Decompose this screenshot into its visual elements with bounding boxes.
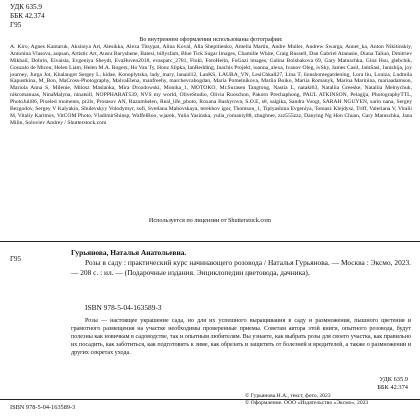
catalog-card [71, 248, 411, 279]
udk-code: УДК 635.9 [10, 3, 43, 11]
catalog-isbn: ISBN 978-5-04-163589-3 [85, 303, 162, 312]
bottom-isbn: ISBN 978-5-04-163589-3 [10, 404, 76, 411]
bottom-udk: УДК 635.9 [379, 376, 408, 383]
bottom-codes [377, 376, 408, 391]
photo-credits-heading: Во внутреннем оформлении использованы фотографии: [139, 37, 283, 43]
bbk-code: ББК 42.374 [10, 12, 45, 20]
catalog-description: Розы в саду : практический курс начинающего розовода / Наталья Гурьянова. — Москва : Эксмо, 2023. — 208 с. : ил. — (Подарочные издания. Энциклопедии цветовода, дачника). [71, 258, 411, 278]
catalog-code: Г95 [10, 255, 22, 263]
photo-credits-list: A. Kiro, Agnes Kantaruk, Aksiniya Art, Alesikka, Alexa Titsypat, Alina Koval, Alla Shepitienko, Amelia Martin, Andre Muller, Andrew Swarga, Annet_ka, Anton Nikitinskiy, Antonina Vlasova, aopsan, Artistic Art, Ausra Baryshene, Batesi, billysfam, Blue Tick Sugar Images, Chamille White, Craig Russell, Dan Gabriel Atanasie, Diana Taliun, Dmitriev Mikhail, Dobrin, Eivaisla, Evgeniya Sheydt, EvaHuven2018, evasparc_2781, Floki, FotoHelin, FuGazi images, Galina Bolshakova 69, Gary Matuschka, Gina Hsu, glebchik, Gonzalo de Miceu, Helen Liam, Helen M.A. Rogers, Ho Van Ty, Honz Slipka, IanRedding, Inachis Projekt, ioanna_alexa, Ivanov Oleg, ivSky, James Casil, JamSasi, Janishija, joy journey, Jurga Jot, Khalangot Sergey L, kidae, Konoplytska, lady_mary, lanaid12, LanKS, LAURA_VN, LesiChkall27, Lina T, lionshomegardening, Lora liu, Louiza, Ludmila Kapustkina, M_Bon, MaCross-Photography, MalvaElena, manfreehy, marchevcabogdan, Maria Pomelnikova, Mariia Boiko, Mariia Romanyk, Marina Marinina, mariaadamson, Mariola Anna S, Milenie, Milosz Maslanka, Mira Drozdowski, Monika_1, MOTOKO, Mr.Surasen Tangtong, Nastia L, natakl63, Nataliia Greeske, Nataliia Melnychuk, nikromanuas, NinaMalyna, ninatsill, NOPPHARAT539, NVS my world, OliveStudio, Olivia Ruoschon, Pakorn Prechaphong, PAUL ATKINSON, Pelagija, PhotographyTTL, PhotoJuli86, Pixeled moments, pr2is, Protasov AN, Razumhelen, Real_life_photo, Roxana Bashyrova, S.O.E, s8, salgika, Sandra Voogt, SARAH NGUYEN, sarin nana, Sergey Bezgodov, Sergey V Kalyakin, Shulevskyy Volodymyr, sofi, Svetlana Mahovskaya, terekhov igor, Thomson_1, Tiplyashina Evgeniya, Tomasz Klejdysz, Triff, Valeriana V, Vitalii M, Vitaliy Karimov, VitCOM Photo, VladimirShinsp, WaffelBoo, wjarek, Yulia Yasinska, yulia_romaniy88, zhughner, zzz555zzz, Danying Ng Hon Chuan, Gary Matuschka, Jana Milin, Soloviev Andrey / Shutterstock.com [10, 43, 412, 126]
copyright-design: © Оформление. ООО «Издательство «Эксмо», 2023 [245, 399, 369, 406]
divider-top [0, 241, 420, 242]
classification-codes [10, 3, 45, 30]
bottom-bbk: ББК 42.374 [377, 383, 408, 391]
license-note [0, 217, 420, 224]
license-line: Используется по лицензии от Shutterstock.com [148, 217, 272, 224]
author-sign-code: Г95 [10, 21, 22, 29]
photo-credits [10, 37, 412, 127]
catalog-author: Гурьянова, Наталья Анатольевна. [71, 248, 187, 257]
book-annotation: Розы — настоящее украшение сада, но для их успешного выращивания в саду и размножения, пышного цветения и грамотного размещения на участке необходимы проверенные приемы. Советам автора этой книги, опытного розовода, будут полезны как новичкам в садоводстве, так и опытным любителям. Вы узнаете, как выбрать розы для своего участка, как правильно их посадить, как заботиться, как подготовить к зиме, как обрезать и защитить от болезней и вредителей, а также о размножении и других секретах ухода. [71, 318, 411, 356]
copyright-text: © Гурьянова Н.А., текст, фото, 2023 [245, 393, 331, 399]
copyright-block [245, 393, 368, 406]
